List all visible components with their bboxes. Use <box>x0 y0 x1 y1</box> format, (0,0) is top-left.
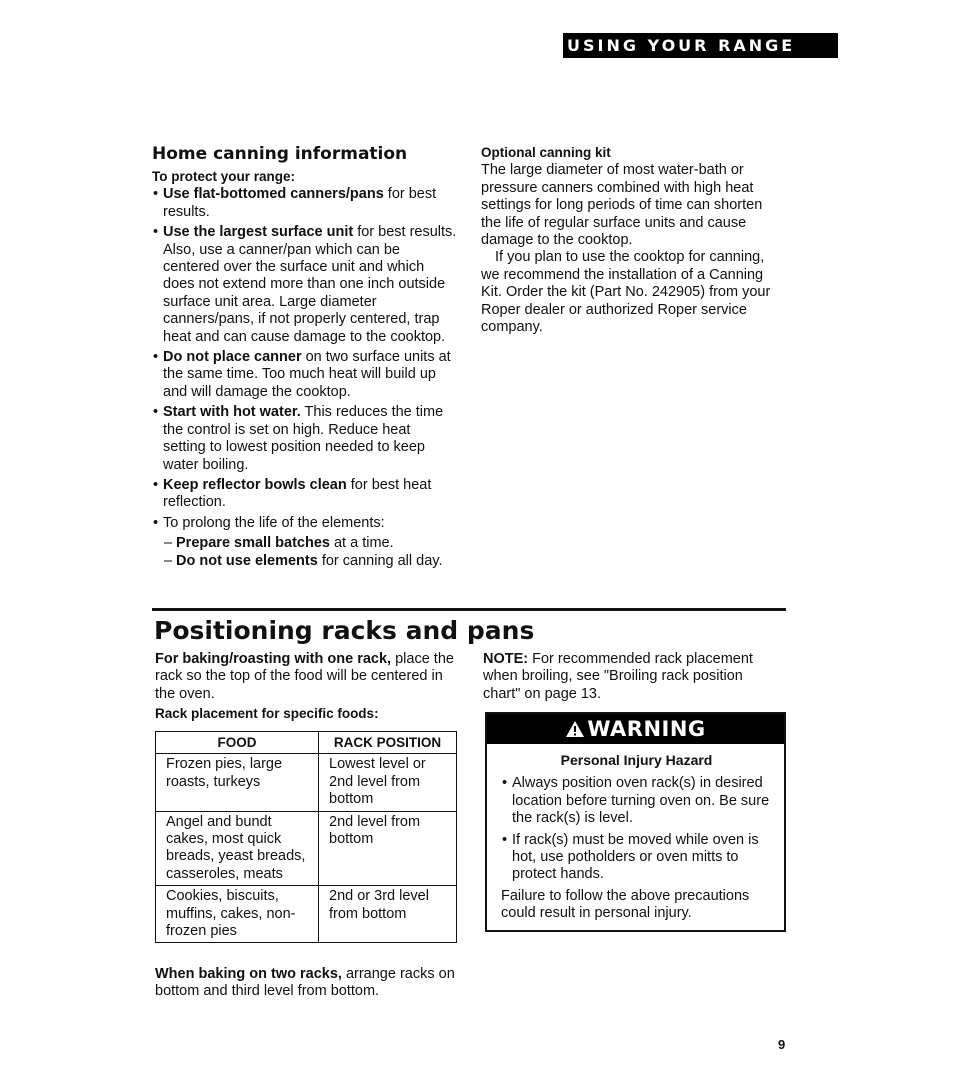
header-rack-position: RACK POSITION <box>319 732 457 754</box>
warning-box <box>485 712 786 932</box>
list-item <box>152 349 457 401</box>
table-caption: Rack placement for specific foods: <box>155 706 379 722</box>
food-cell: Frozen pies, large roasts, turkeys <box>156 754 319 811</box>
hazard-title: Personal Injury Hazard <box>560 752 713 768</box>
table-row <box>156 886 457 943</box>
food-cell: Angel and bundt cakes, most quick breads, yeast breads, casseroles, meats <box>156 811 319 886</box>
home-canning-section <box>152 144 457 570</box>
bullet-bold: Use flat-bottomed canners/pans <box>163 186 384 203</box>
table-header-row <box>156 732 457 754</box>
two-racks-bold: When baking on two racks, <box>155 966 342 982</box>
optional-kit-para2: If you plan to use the cooktop for canning, we recommend the installation of a Canning Kit. Order the kit (Part No. 242905) from your Roper dealer or authorized Roper service company. <box>481 249 771 336</box>
broiling-note <box>483 651 783 703</box>
bullet-text: for best results. <box>163 186 437 220</box>
one-rack-bold: For baking/roasting with one rack, <box>155 651 392 667</box>
table-row <box>156 811 457 886</box>
note-label: NOTE: <box>483 651 529 667</box>
page-number: 9 <box>778 1037 786 1052</box>
bullet-bold: Start with hot water. <box>163 404 301 421</box>
positioning-title: Positioning racks and pans <box>154 616 535 645</box>
warning-footer: Failure to follow the above precautions could result in personal injury. <box>501 887 750 922</box>
bullet-bold: Keep reflector bowls clean <box>163 476 347 493</box>
warning-label: WARNING <box>587 717 706 741</box>
bullet-bold: Do not place canner <box>163 349 302 366</box>
canning-bullet-list <box>152 186 457 532</box>
list-item <box>152 515 457 532</box>
bullet-text: To prolong the life of the elements: <box>163 514 385 531</box>
dash-bold: Prepare small batches <box>176 535 330 552</box>
dash-bold: Do not use elements <box>176 552 318 569</box>
rack-intro <box>155 651 455 724</box>
note-text: For recommended rack placement when broiling, see "Broiling rack position chart" on page 13. <box>483 651 753 702</box>
list-item: • If rack(s) must be moved while oven is hot, use potholders or oven mitts to protect hands. <box>501 832 772 884</box>
list-item <box>152 477 457 512</box>
optional-kit-title: Optional canning kit <box>481 145 611 160</box>
rack-placement-table <box>155 731 457 943</box>
list-item <box>152 404 457 474</box>
one-rack-paragraph <box>155 651 455 703</box>
warning-bullet-list <box>501 775 772 883</box>
element-tips-list <box>152 535 457 570</box>
section-divider <box>152 608 786 611</box>
warning-triangle-icon <box>565 720 585 738</box>
list-item <box>152 186 457 221</box>
list-item: • Always position oven rack(s) in desired location before turning oven on. Be sure the rack(s) is level. <box>501 775 772 827</box>
list-item <box>164 553 457 570</box>
rack-cell: Lowest level or 2nd level from bottom <box>319 754 457 811</box>
two-racks-text: arrange racks on bottom and third level from bottom. <box>155 966 455 1000</box>
bullet-text: on two surface units at the same time. Too much heat will build up and will damage the cooktop. <box>163 349 451 400</box>
rack-cell: 2nd level from bottom <box>319 811 457 886</box>
warning-header <box>487 714 784 744</box>
protect-range-subtitle: To protect your range: <box>152 169 296 184</box>
list-item <box>152 224 457 346</box>
optional-kit-para1: The large diameter of most water-bath or pressure canners combined with high heat settings for long periods of time can shorten the life of regular surface units and cause damage to the cooktop. <box>481 162 763 249</box>
food-cell: Cookies, biscuits, muffins, cakes, non-frozen pies <box>156 886 319 943</box>
bullet-text: This reduces the time the control is set on high. Reduce heat setting to lowest position needed to keep water boiling. <box>163 404 444 473</box>
list-item <box>164 535 457 552</box>
home-canning-title: Home canning information <box>152 144 408 164</box>
bullet-text: for best results. Also, use a canner/pan which can be centered over the surface unit and which does not extend more than one inch outside surface unit area. Large diameter canners/pans, if not properly centered, trap heat and can cause damage to the cooktop. <box>163 224 457 345</box>
header-food: FOOD <box>156 732 319 754</box>
rack-cell: 2nd or 3rd level from bottom <box>319 886 457 943</box>
bullet-bold: Use the largest surface unit <box>163 224 354 241</box>
table-row <box>156 754 457 811</box>
two-racks-paragraph <box>155 966 465 1001</box>
one-rack-text: place the rack so the top of the food will be centered in the oven. <box>155 651 454 702</box>
section-banner: USING YOUR RANGE <box>563 33 838 58</box>
bullet-text: for best heat reflection. <box>163 476 432 511</box>
optional-kit-section <box>481 144 781 336</box>
dash-text: at a time. <box>329 535 394 552</box>
dash-text: for canning all day. <box>317 552 443 569</box>
warning-body <box>487 744 784 923</box>
